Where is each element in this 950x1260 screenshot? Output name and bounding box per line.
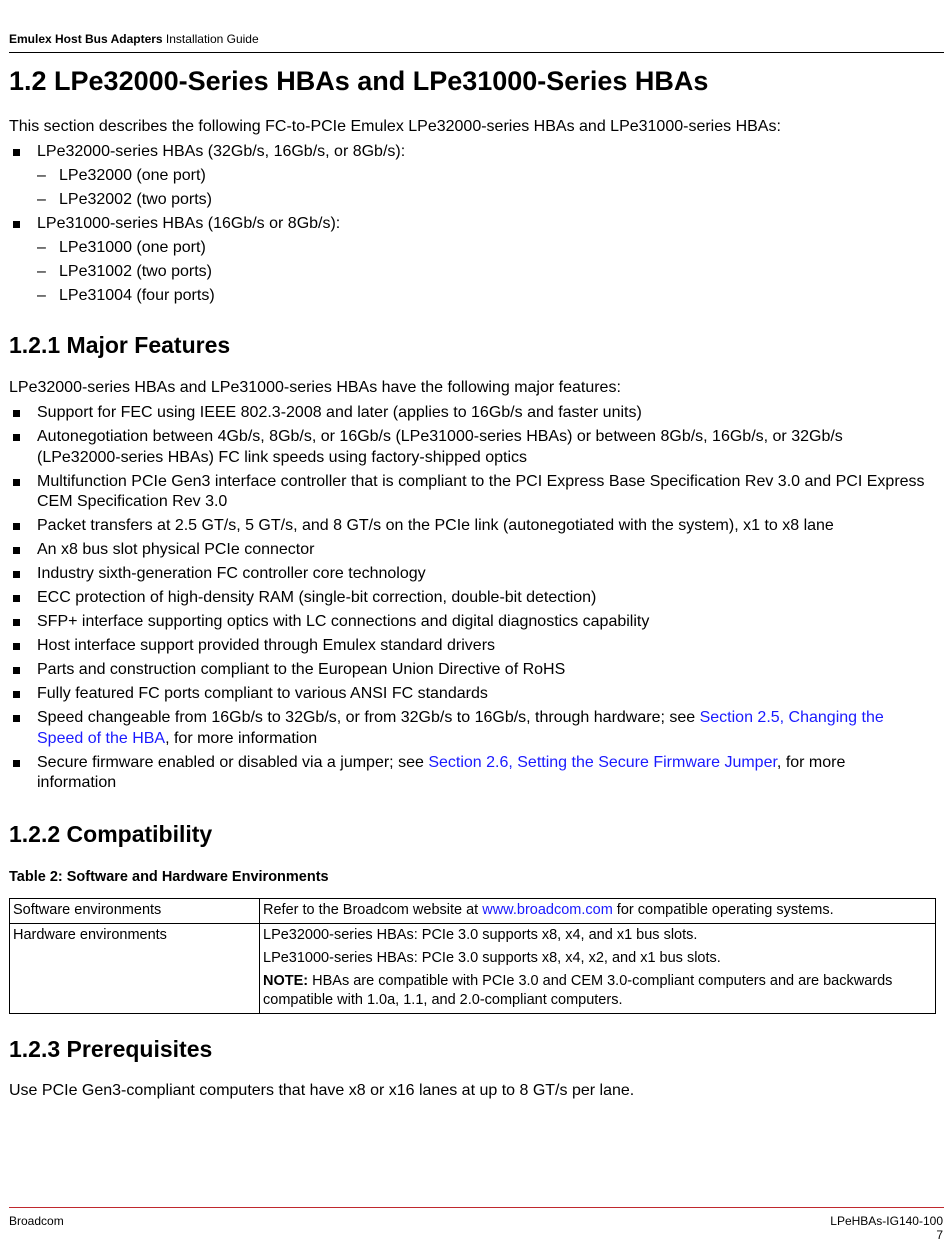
list-item	[0, 238, 949, 259]
feature-text: Secure firmware enabled or disabled via a jumper; see	[37, 753, 429, 771]
feature-text-suffix: , for more information	[165, 729, 318, 747]
dash-icon: –	[37, 191, 46, 208]
list-item	[0, 286, 949, 307]
table-cell-label: Hardware environments	[10, 924, 260, 1014]
feature-text: An x8 bus slot physical PCIe connector	[37, 541, 315, 558]
bullet-icon	[13, 595, 20, 602]
list-item	[0, 166, 949, 187]
bullet-icon	[13, 643, 20, 650]
feature-item	[0, 660, 927, 681]
bullet-icon	[13, 760, 20, 767]
list-item-text: LPe31004 (four ports)	[59, 287, 215, 304]
table-caption: Table 2: Software and Hardware Environments	[9, 869, 329, 885]
list-item-text: LPe32000 (one port)	[59, 167, 206, 184]
dash-icon: –	[37, 239, 46, 256]
feature-item	[0, 540, 927, 561]
bullet-icon	[13, 221, 20, 228]
table-row	[10, 924, 936, 1014]
note-text: HBAs are compatible with PCIe 3.0 and CEM 3.0-compliant computers and are backwards compatible with 1.0a, 1.1, and 2.0-compliant computers.	[263, 973, 893, 1008]
list-item	[0, 190, 949, 211]
table-row	[10, 899, 936, 924]
bullet-icon	[13, 691, 20, 698]
header-title-bold: Emulex Host Bus Adapters	[9, 32, 163, 46]
feature-item	[0, 612, 927, 633]
feature-item	[0, 427, 927, 468]
feature-text: Support for FEC using IEEE 802.3-2008 and later (applies to 16Gb/s and faster units)	[37, 404, 642, 421]
bullet-icon	[13, 434, 20, 441]
compatibility-heading: 1.2.2 Compatibility	[9, 821, 213, 847]
feature-item	[0, 403, 927, 424]
footer-doc-id: LPeHBAs-IG140-100	[830, 1214, 943, 1228]
bullet-icon	[13, 715, 20, 722]
footer-right	[830, 1214, 943, 1242]
feature-text: Fully featured FC ports compliant to various ANSI FC standards	[37, 685, 488, 702]
feature-item-secure-firmware	[0, 753, 927, 794]
list-item-text: LPe32002 (two ports)	[59, 191, 212, 208]
cell-line: LPe31000-series HBAs: PCIe 3.0 supports x8, x4, x2, and x1 bus slots.	[263, 950, 721, 966]
features-heading: 1.2.1 Major Features	[9, 332, 231, 358]
prerequisites-text: Use PCIe Gen3-compliant computers that have x8 or x16 lanes at up to 8 GT/s per lane.	[9, 1082, 635, 1099]
list-item	[0, 214, 927, 235]
link-changing-speed[interactable]: Section 2.5, Changing the Speed of the HBA	[37, 709, 884, 747]
list-item-text: LPe31002 (two ports)	[59, 263, 212, 280]
link-broadcom-website[interactable]: www.broadcom.com	[482, 902, 613, 918]
cell-note	[263, 972, 932, 1010]
page-number: 7	[936, 1228, 943, 1242]
feature-text: Host interface support provided through Emulex standard drivers	[37, 637, 496, 654]
feature-item	[0, 472, 927, 513]
dash-icon: –	[37, 287, 46, 304]
bullet-icon	[13, 479, 20, 486]
running-header	[9, 32, 259, 46]
bullet-icon	[13, 523, 20, 530]
section-title: 1.2 LPe32000-Series HBAs and LPe31000-Series HBAs	[9, 66, 709, 96]
cell-text: Refer to the Broadcom website at	[263, 902, 483, 918]
feature-text: SFP+ interface supporting optics with LC connections and digital diagnostics capability	[37, 613, 650, 630]
bullet-icon	[13, 149, 20, 156]
bullet-icon	[13, 410, 20, 417]
feature-item	[0, 684, 927, 705]
bullet-icon	[13, 619, 20, 626]
table-cell-value	[260, 924, 936, 1014]
list-item-text: LPe32000-series HBAs (32Gb/s, 16Gb/s, or 8Gb/s):	[37, 143, 406, 160]
bullet-icon	[13, 547, 20, 554]
table-cell-label: Software environments	[10, 899, 260, 924]
feature-text: Packet transfers at 2.5 GT/s, 5 GT/s, and 8 GT/s on the PCIe link (autonegotiated with the system), x1 to x8 lane	[37, 517, 834, 534]
feature-text: ECC protection of high-density RAM (single-bit correction, double-bit detection)	[37, 589, 597, 606]
dash-icon: –	[37, 167, 46, 184]
footer-rule	[9, 1207, 944, 1208]
feature-item	[0, 636, 927, 657]
bullet-icon	[13, 571, 20, 578]
list-item-text: LPe31000-series HBAs (16Gb/s or 8Gb/s):	[37, 215, 341, 232]
table-cell-value	[260, 899, 936, 924]
environments-table	[9, 898, 936, 1014]
bullet-icon	[13, 667, 20, 674]
list-item	[0, 142, 927, 163]
header-title-rest: Installation Guide	[162, 32, 259, 46]
prerequisites-heading: 1.2.3 Prerequisites	[9, 1036, 213, 1062]
link-secure-firmware-jumper[interactable]: Section 2.6, Setting the Secure Firmware Jumper	[428, 753, 777, 771]
feature-text: Industry sixth-generation FC controller core technology	[37, 565, 426, 582]
footer-company: Broadcom	[9, 1214, 64, 1228]
list-item	[0, 262, 949, 283]
feature-text: Speed changeable from 16Gb/s to 32Gb/s, or from 32Gb/s to 16Gb/s, through hardware; see	[37, 709, 700, 726]
cell-line: LPe32000-series HBAs: PCIe 3.0 supports x8, x4, and x1 bus slots.	[263, 927, 698, 943]
feature-text: Parts and construction compliant to the European Union Directive of RoHS	[37, 661, 566, 678]
features-list	[0, 403, 927, 797]
hba-model-list	[0, 142, 949, 310]
feature-item	[0, 564, 927, 585]
header-rule	[9, 52, 944, 53]
list-item-text: LPe31000 (one port)	[59, 239, 206, 256]
feature-item	[0, 516, 927, 537]
feature-text-suffix: , for more information	[37, 753, 846, 791]
dash-icon: –	[37, 263, 46, 280]
cell-text-suffix: for compatible operating systems.	[612, 902, 834, 918]
note-label: NOTE:	[263, 973, 309, 989]
feature-item	[0, 588, 927, 609]
feature-text: Autonegotiation between 4Gb/s, 8Gb/s, or 16Gb/s (LPe31000-series HBAs) or between 8Gb/s, 16Gb/s, or 32Gb/s (LPe32000-series HBAs) FC link speeds using factory-shipped optics	[37, 428, 843, 466]
feature-text: Multifunction PCIe Gen3 interface controller that is compliant to the PCI Express Base Specification Rev 3.0 and PCI Express CEM Specification Rev 3.0	[37, 472, 925, 510]
section-intro: This section describes the following FC-to-PCIe Emulex LPe32000-series HBAs and LPe31000-series HBAs:	[9, 118, 781, 135]
features-intro: LPe32000-series HBAs and LPe31000-series HBAs have the following major features:	[9, 379, 621, 396]
feature-item-speed	[0, 708, 927, 749]
